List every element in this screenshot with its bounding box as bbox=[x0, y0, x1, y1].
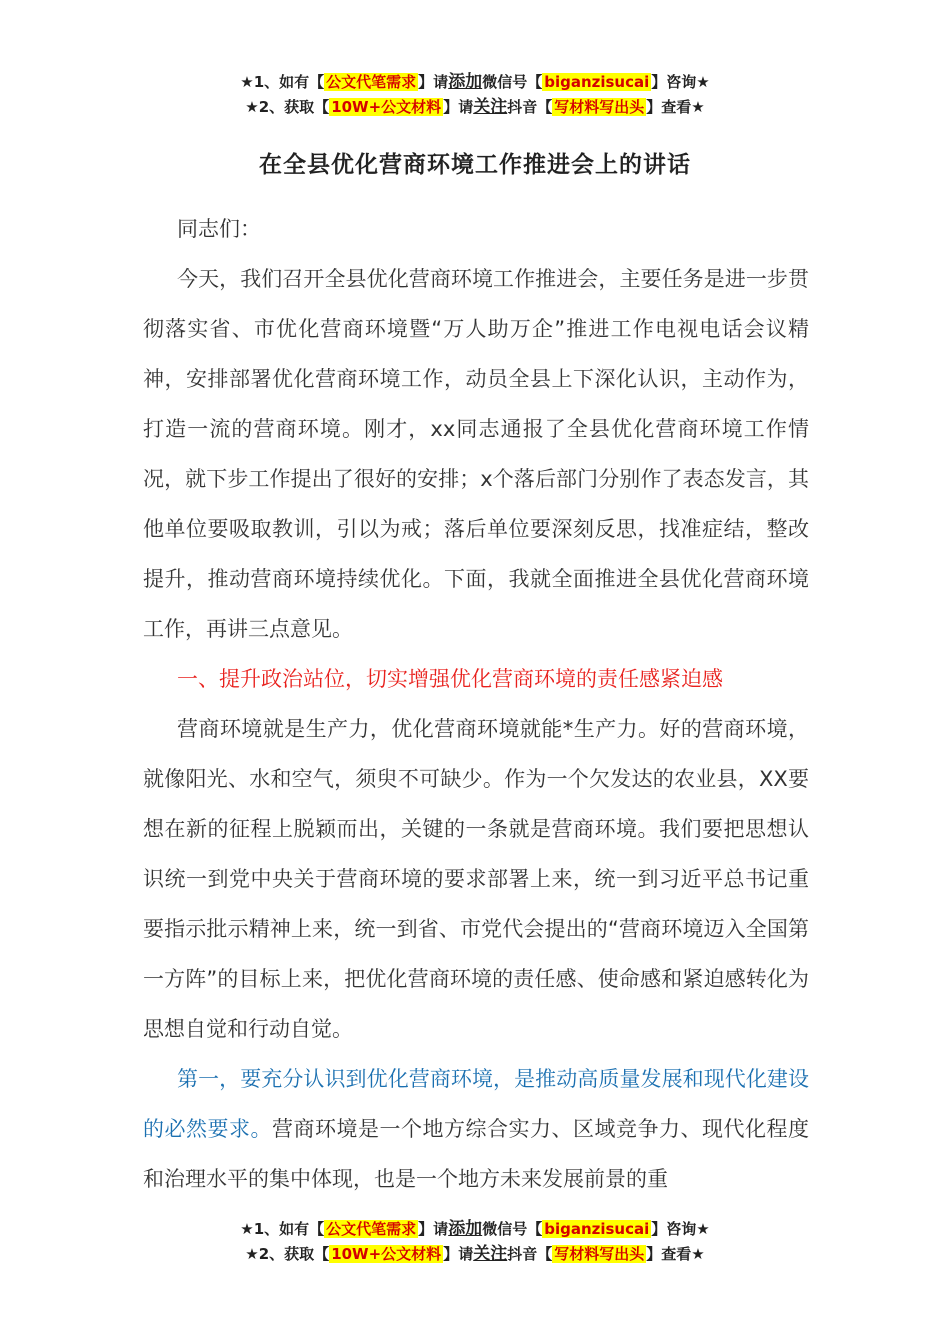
banner-line-1 bbox=[0, 70, 950, 95]
banner-highlight: 写材料写出头 bbox=[554, 1245, 645, 1263]
banner-text: 抖音【 bbox=[507, 98, 553, 116]
paragraph-3 bbox=[143, 1054, 809, 1204]
footer-banner bbox=[0, 1217, 950, 1267]
banner-emphasis: 关注 bbox=[473, 97, 508, 117]
greeting: 同志们： bbox=[177, 217, 261, 241]
banner-emphasis: 关注 bbox=[473, 1244, 508, 1264]
banner-line-2 bbox=[0, 95, 950, 120]
document-body bbox=[143, 204, 809, 1204]
banner-text: 】咨询★ bbox=[651, 73, 710, 91]
banner-text: 微信号【 bbox=[482, 73, 543, 91]
banner-emphasis: 添加 bbox=[448, 1219, 483, 1239]
banner-text: 】查看★ bbox=[646, 98, 705, 116]
banner-highlight: biganzisucai bbox=[544, 73, 650, 91]
section-heading-1: 一、提升政治站位，切实增强优化营商环境的责任感紧迫感 bbox=[177, 667, 723, 691]
banner-text: 】请 bbox=[443, 98, 474, 116]
paragraph-3-text: 营商环境是一个地方综合实力、区域竞争力、现代化程度和治理水平的集中体现，也是一个地方未来发展前景的重 bbox=[143, 1117, 809, 1191]
banner-text: 】咨询★ bbox=[651, 1220, 710, 1238]
banner-highlight: biganzisucai bbox=[544, 1220, 650, 1238]
document-title: 在全县优化营商环境工作推进会上的讲话 bbox=[259, 152, 691, 178]
banner-highlight: 公文代笔需求 bbox=[326, 1220, 417, 1238]
banner-text: 】请 bbox=[418, 1220, 449, 1238]
banner-text: 】查看★ bbox=[646, 1245, 705, 1263]
banner-text: ★2、获取【 bbox=[245, 1245, 330, 1263]
banner-highlight: 10W+公文材料 bbox=[331, 98, 442, 116]
banner-highlight: 写材料写出头 bbox=[554, 98, 645, 116]
paragraph-intro: 今天，我们召开全县优化营商环境工作推进会，主要任务是进一步贯彻落实省、市优化营商环境暨“万人助万企”推进工作电视电话会议精神，安排部署优化营商环境工作，动员全县上下深化认识，主动作为，打造一流的营商环境。刚才，xx同志通报了全县优化营商环境工作情况，就下步工作提出了很好的安排；x个落后部门分别作了表态发言，其他单位要吸取教训，引以为戒；落后单位要深刻反思，找准症结，整改提升，推动营商环境持续优化。下面，我就全面推进全县优化营商环境工作，再讲三点意见。 bbox=[143, 267, 809, 641]
paragraph-2: 营商环境就是生产力，优化营商环境就能*生产力。好的营商环境，就像阳光、水和空气，须臾不可缺少。作为一个欠发达的农业县，XX要想在新的征程上脱颖而出，关键的一条就是营商环境。我们要把思想认识统一到党中央关于营商环境的要求部署上来，统一到习近平总书记重要指示批示精神上来，统一到省、市党代会提出的“营商环境迈入全国第一方阵”的目标上来，把优化营商环境的责任感、使命感和紧迫感转化为思想自觉和行动自觉。 bbox=[143, 717, 809, 1041]
subheading-first: 第一，要充分认识到优化营商环境，是推动高质量发展和现代化建设的必然要求。 bbox=[143, 1067, 809, 1141]
banner-text: ★1、如有【 bbox=[240, 73, 325, 91]
banner-text: 】请 bbox=[418, 73, 449, 91]
banner-line-1 bbox=[0, 1217, 950, 1242]
banner-text: 】请 bbox=[443, 1245, 474, 1263]
banner-text: 微信号【 bbox=[482, 1220, 543, 1238]
header-banner bbox=[0, 70, 950, 120]
banner-highlight: 公文代笔需求 bbox=[326, 73, 417, 91]
banner-emphasis: 添加 bbox=[448, 72, 483, 92]
banner-text: 抖音【 bbox=[507, 1245, 553, 1263]
banner-text: ★1、如有【 bbox=[240, 1220, 325, 1238]
banner-line-2 bbox=[0, 1242, 950, 1267]
banner-highlight: 10W+公文材料 bbox=[331, 1245, 442, 1263]
banner-text: ★2、获取【 bbox=[245, 98, 330, 116]
